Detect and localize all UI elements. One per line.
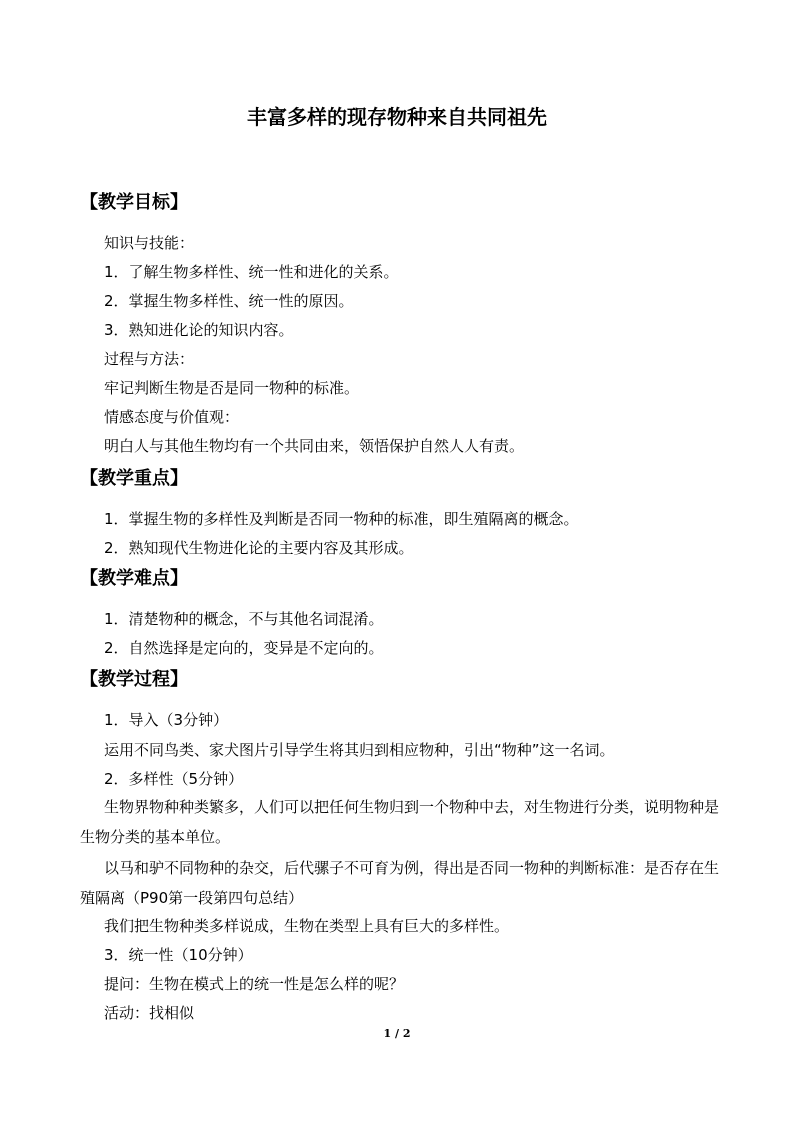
goals-line: 牢记判断生物是否是同一物种的标准。 (104, 379, 360, 397)
section-heading-difficulties: 【教学难点】 (80, 568, 188, 589)
goals-line: 明白人与其他生物均有一个共同由来，领悟保护自然人人有责。 (104, 437, 525, 455)
goals-line: 知识与技能： (104, 234, 195, 252)
key-points-line: 2．熟知现代生物进化论的主要内容及其形成。 (104, 539, 414, 557)
goals-line: 3．熟知进化论的知识内容。 (104, 321, 294, 339)
difficulties-line: 1．清楚物种的概念，不与其他名词混淆。 (104, 610, 384, 628)
process-line: 2．多样性（5分钟） (104, 770, 244, 788)
section-heading-goals: 【教学目标】 (80, 192, 188, 213)
process-line: 运用不同鸟类、家犬图片引导学生将其归到相应物种，引出“物种”这一名词。 (104, 741, 615, 759)
section-heading-key-points: 【教学重点】 (80, 468, 188, 489)
process-paragraph: 生物界物种种类繁多，人们可以把任何生物归到一个物种中去，对生物进行分类，说明物种是生物分类的基本单位。 (80, 798, 720, 846)
process-line: 3．统一性（10分钟） (104, 946, 253, 964)
document-title: 丰富多样的现存物种来自共同祖先 (247, 105, 547, 129)
process-line: 活动：找相似 (104, 1004, 195, 1022)
goals-line: 过程与方法： (104, 350, 195, 368)
goals-line: 2．掌握生物多样性、统一性的原因。 (104, 292, 354, 310)
process-paragraph: 以马和驴不同物种的杂交，后代骡子不可育为例，得出是否同一物种的判断标准：是否存在生殖隔离（P90第一段第四句总结） (80, 859, 720, 907)
difficulties-line: 2．自然选择是定向的，变异是不定向的。 (104, 639, 384, 657)
goals-line: 情感态度与价值观： (104, 408, 240, 426)
goals-line: 1．了解生物多样性、统一性和进化的关系。 (104, 263, 399, 281)
section-heading-process: 【教学过程】 (80, 669, 188, 690)
page-number: 1 / 2 (383, 1027, 411, 1040)
process-line: 1．导入（3分钟） (104, 711, 229, 729)
key-points-line: 1．掌握生物的多样性及判断是否同一物种的标准，即生殖隔离的概念。 (104, 510, 579, 528)
process-line: 我们把生物种类多样说成，生物在类型上具有巨大的多样性。 (104, 917, 510, 935)
process-line: 提问：生物在模式上的统一性是怎么样的呢？ (104, 975, 405, 993)
